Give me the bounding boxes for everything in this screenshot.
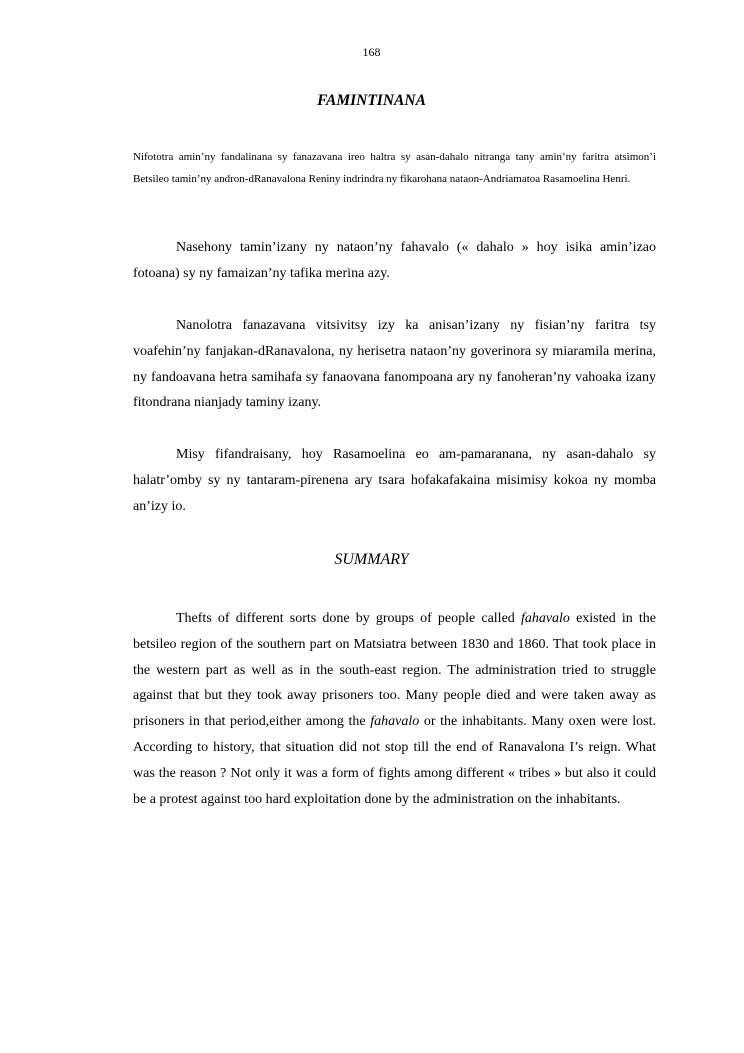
summary-text-1: Thefts of different sorts done by groups of people called — [176, 611, 521, 626]
famintinana-heading: FAMINTINANA — [317, 92, 426, 109]
summary-term-fahavalo-1: fahavalo — [520, 611, 570, 626]
summary-heading: SUMMARY — [334, 551, 409, 568]
summary-text-2: existed in the betsileo region of the southern part on Matsiatra between 1830 and 1860. That took place in the western part as well as in the south-east region. The administration tried to struggle against that but they took away prisoners too. Many people died and were taken away as prisoners in that period,either among the — [133, 611, 657, 730]
summary-paragraph — [133, 606, 656, 812]
famintinana-paragraph-1: Nasehony tamin’izany ny nataon’ny fahavalo (« dahalo » hoy isika amin’izao fotoana) sy ny famaizan’ny tafika merina azy. — [133, 240, 656, 281]
summary-term-fahavalo-2: fahavalo — [370, 714, 420, 730]
page-number: 168 — [362, 45, 381, 59]
famintinana-intro: Nifototra amin’ny fandalinana sy fanazavana ireo haltra sy asan-dahalo nitranga tany amin’ny faritra atsimon’i Betsileo tamin’ny andron-dRanavalona Reniny indrindra ny fikarohana nataon-Andriamatoa Rasamoelina Henri. — [133, 151, 656, 185]
famintinana-paragraph-3: Misy fifandraisany, hoy Rasamoelina eo am-pamaranana, ny asan-dahalo sy halatr’omby sy ny tantaram-pirenena ary tsara hofakafakaina misimisy kokoa ny momba an’izy io. — [133, 447, 656, 514]
summary-text-3: or the inhabitants. Many oxen were lost. According to history, that situation did not stop till the end of Ranavalona I’s reign. What was the reason ? Not only it was a form of fights among different « tribes » but also it could be a protest against too hard exploitation done by the administration on the inhabitants. — [133, 714, 656, 807]
famintinana-paragraph-2: Nanolotra fanazavana vitsivitsy izy ka anisan’izany ny fisian’ny faritra tsy voafehin’ny fanjakan-dRanavalona, ny herisetra nataon’ny goverinora sy miaramila merina, ny fandoavana hetra samihafa sy fanaovana fanompoana ary ny fanoheran’ny vahoaka izany fitondrana nianjady taminy izany. — [133, 318, 656, 411]
